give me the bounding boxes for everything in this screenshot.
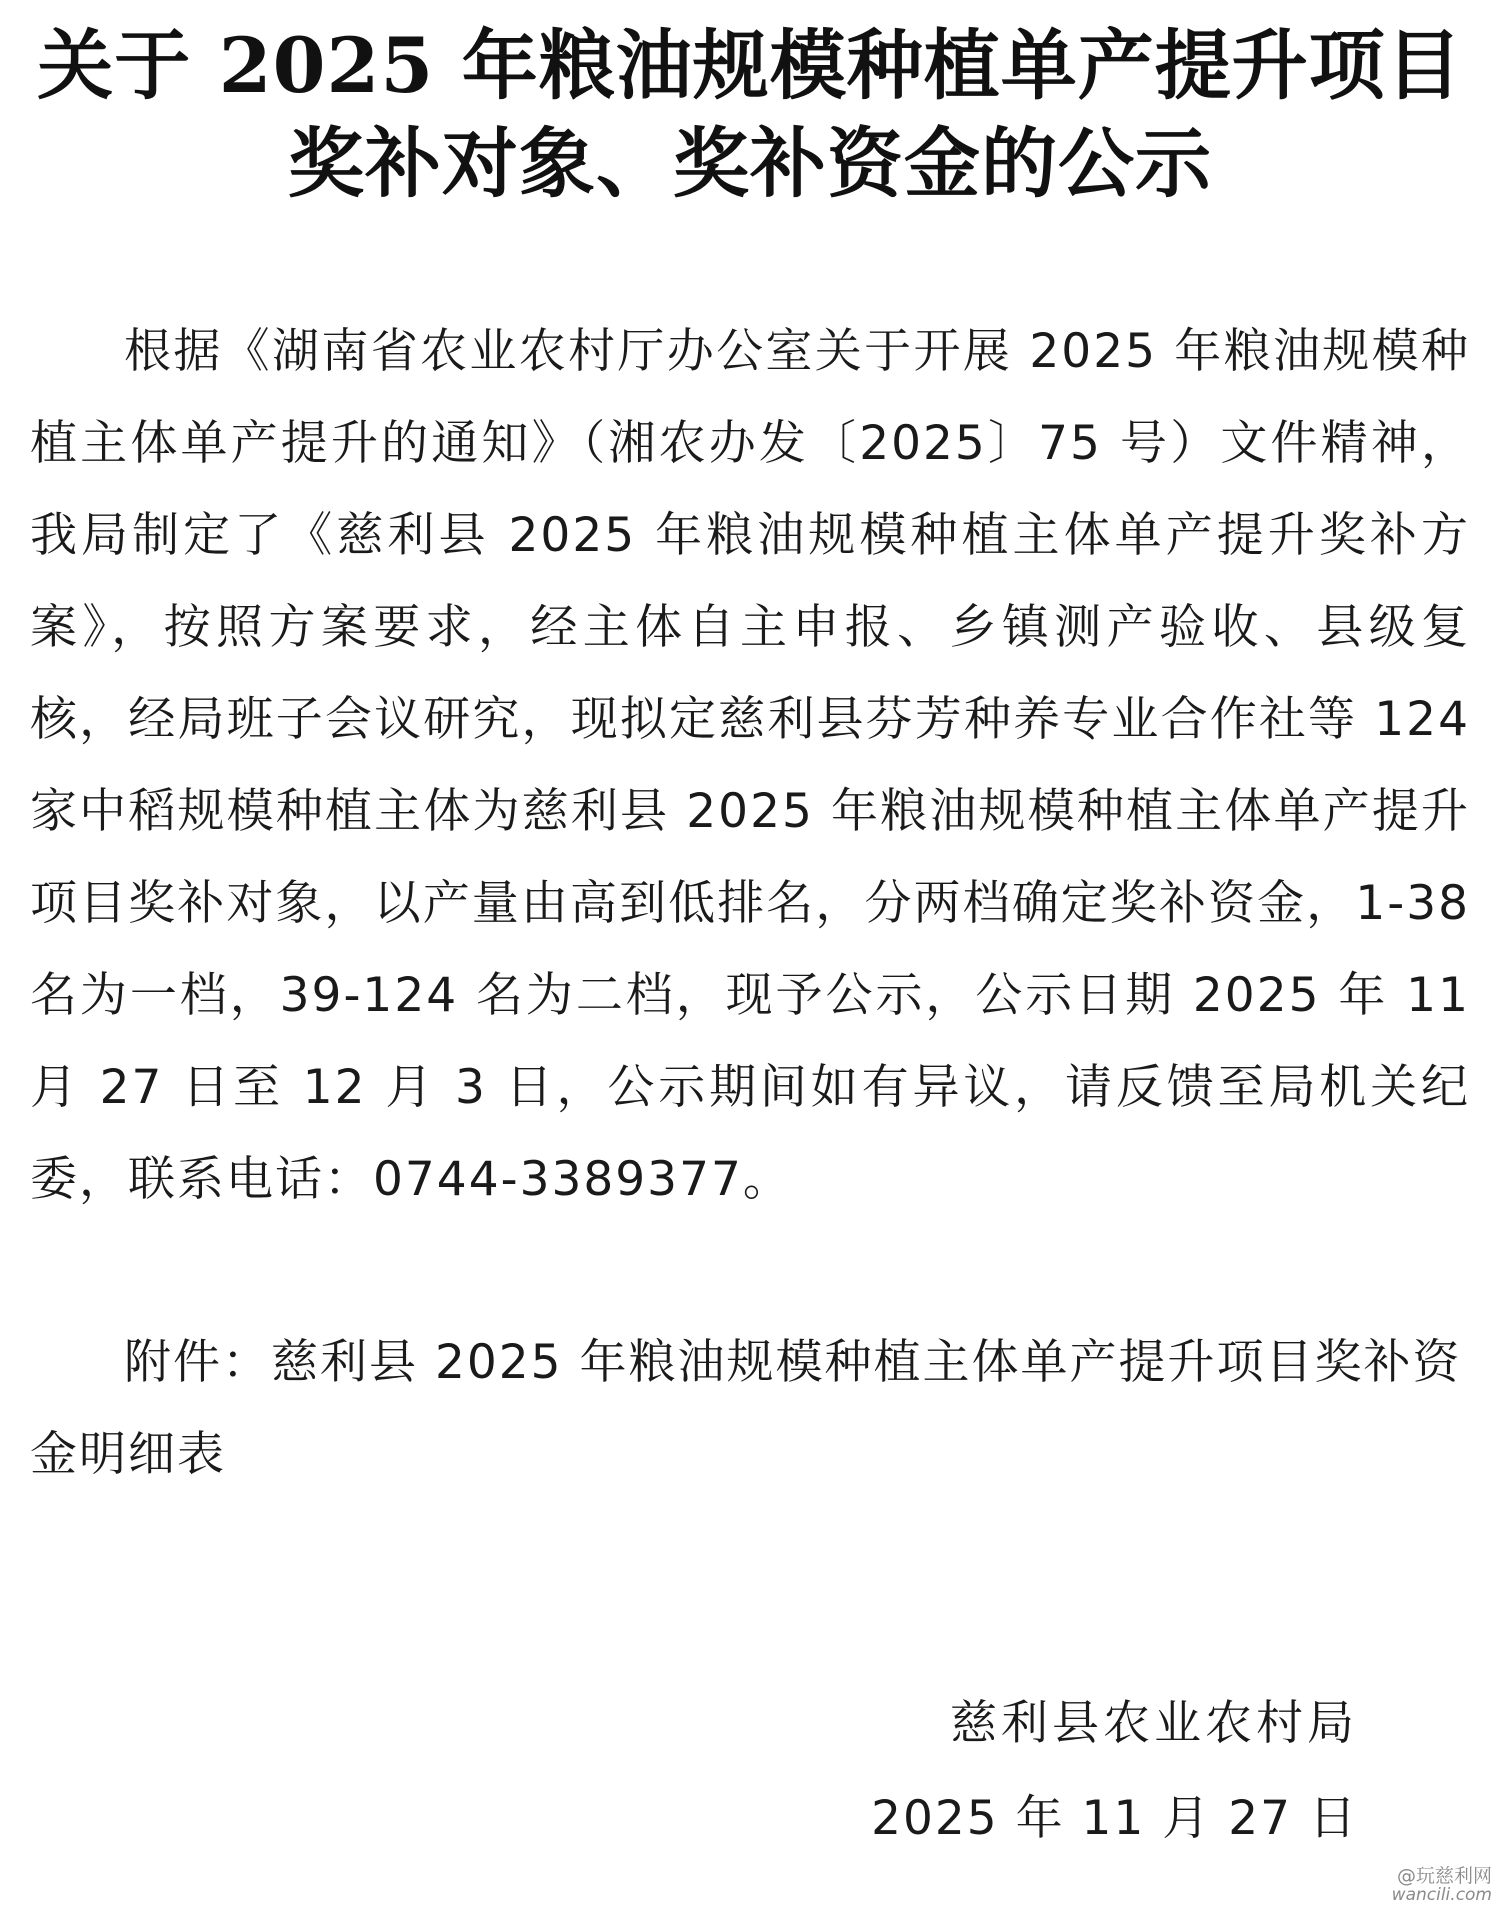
- document-title-line1: 关于 2025 年粮油规模种植单产提升项目: [37, 21, 1463, 110]
- attachment-note: 附件：慈利县 2025 年粮油规模种植主体单产提升项目奖补资金明细表: [30, 1335, 1462, 1482]
- watermark-domain: wancili.com: [1391, 1885, 1492, 1906]
- watermark-handle: @玩慈利网: [1396, 1865, 1492, 1888]
- site-watermark: [1392, 1867, 1492, 1905]
- document-title-line2: 奖补对象、奖补资金的公示: [288, 119, 1212, 208]
- issue-date: 2025 年 11 月 27 日: [871, 1791, 1358, 1846]
- issuing-authority: 慈利县农业农村局: [950, 1696, 1358, 1751]
- notice-body-paragraph: 根据《湖南省农业农村厅办公室关于开展 2025 年粮油规模种植主体单产提升的通知》（湘农办发〔2025〕75 号）文件精神，我局制定了《慈利县 2025 年粮油规模种植主体单产提升奖补方案》，按照方案要求，经主体自主申报、乡镇测产验收、县级复核，经局班子会议研究，现拟定慈利县芬芳种养专业合作社等 124 家中稻规模种植主体为慈利县 2025 年粮油规模种植主体单产提升项目奖补对象，以产量由高到低排名，分两档确定奖补资金，1-38 名为一档，39-124 名为二档，现予公示，公示日期 2025 年 11 月 27 日至 12 月 3 日，公示期间如有异议，请反馈至局机关纪委，联系电话：0744-3389377。: [30, 324, 1470, 1207]
